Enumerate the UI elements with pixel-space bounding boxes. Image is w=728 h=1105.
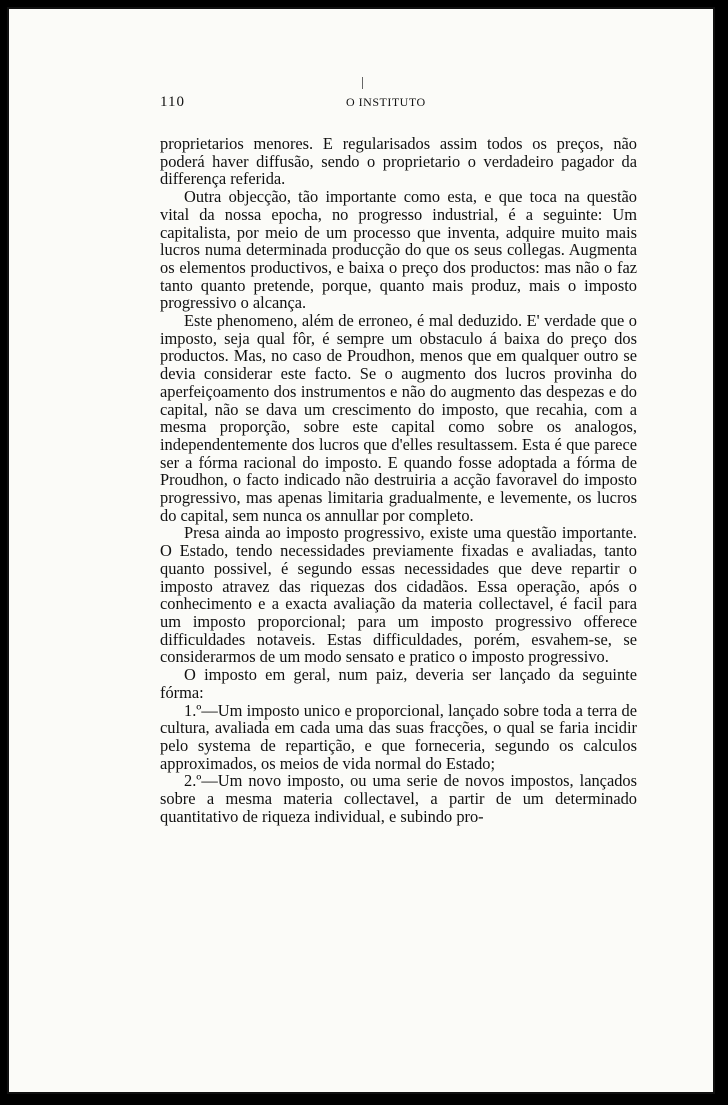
page-number: 110 xyxy=(160,94,185,110)
paragraph-5: O imposto em geral, num paiz, deveria ser lançado da seguinte fórma: xyxy=(160,665,637,702)
body-text xyxy=(160,135,637,825)
list-item-2: 2.º—Um novo imposto, ou uma serie de novos impostos, lançados sobre a mesma materia collectavel, a partir de um determinado quantitativo de riqueza individual, e subindo pro- xyxy=(160,771,637,826)
list-item-1: 1.º—Um imposto unico e proporcional, lançado sobre toda a terra de cultura, avaliada em cada uma das suas fracções, o qual se faria incidir pelo systema de repartição, e que forneceria, segundo os calculos approximados, os meios de vida normal do Estado; xyxy=(160,700,637,773)
margin-mark xyxy=(362,77,363,89)
page-header xyxy=(160,94,638,114)
paragraph-1: proprietarios menores. E regularisados assim todos os preços, não poderá haver diffusão, sendo o proprietario o verdadeiro pagador da differença referida. xyxy=(160,134,637,189)
running-title: O INSTITUTO xyxy=(346,95,426,109)
paragraph-2: Outra objecção, tão importante como esta, e que toca na questão vital da nossa epocha, no progresso industrial, é a seguinte: Um capitalista, por meio de um processo que inventa, adquire muito mais lucros numa determinada producção do que os seus collegas. Augmenta os elementos productivos, e baixa o preço dos productos: mas não o faz tanto quanto pretende, porque, quanto mais produz, mais o imposto progressivo o alcança. xyxy=(160,187,637,313)
paragraph-4: Presa ainda ao imposto progressivo, existe uma questão importante. O Estado, tendo necessidades previamente fixadas e avaliadas, tanto quanto possivel, é segundo essas necessidades que deve repartir o imposto atravez das riquezas dos cidadãos. Essa operação, após o conhecimento e a exacta avaliação da materia collectavel, é facil para um imposto proporcional; para um imposto progressivo offerece difficuldades notaveis. Estas difficuldades, porém, esvahem-se, se considerarmos de um modo sensato e pratico o imposto progressivo. xyxy=(160,523,637,667)
paragraph-3: Este phenomeno, além de erroneo, é mal deduzido. E' verdade que o imposto, seja qual fôr, é sempre um obstaculo á baixa do preço dos productos. Mas, no caso de Proudhon, menos que em qualquer outro se devia considerar este facto. Se o augmento dos lucros provinha do aperfeiçoamento dos instrumentos e não do augmento das despezas e do capital, não se dava um crescimento do imposto, que recahia, com a mesma proporção, sobre este capital como sobre os analogos, independentemente dos lucros que d'elles resultassem. Esta é que parece ser a fórma racional do imposto. E quando fosse adoptada a fórma de Proudhon, o facto indicado não destruiria a acção favoravel do imposto progressivo, mas apenas limitaria gradualmente, e levemente, os lucros do capital, sem nunca os annullar por completo. xyxy=(160,311,637,525)
book-page xyxy=(7,7,715,1094)
